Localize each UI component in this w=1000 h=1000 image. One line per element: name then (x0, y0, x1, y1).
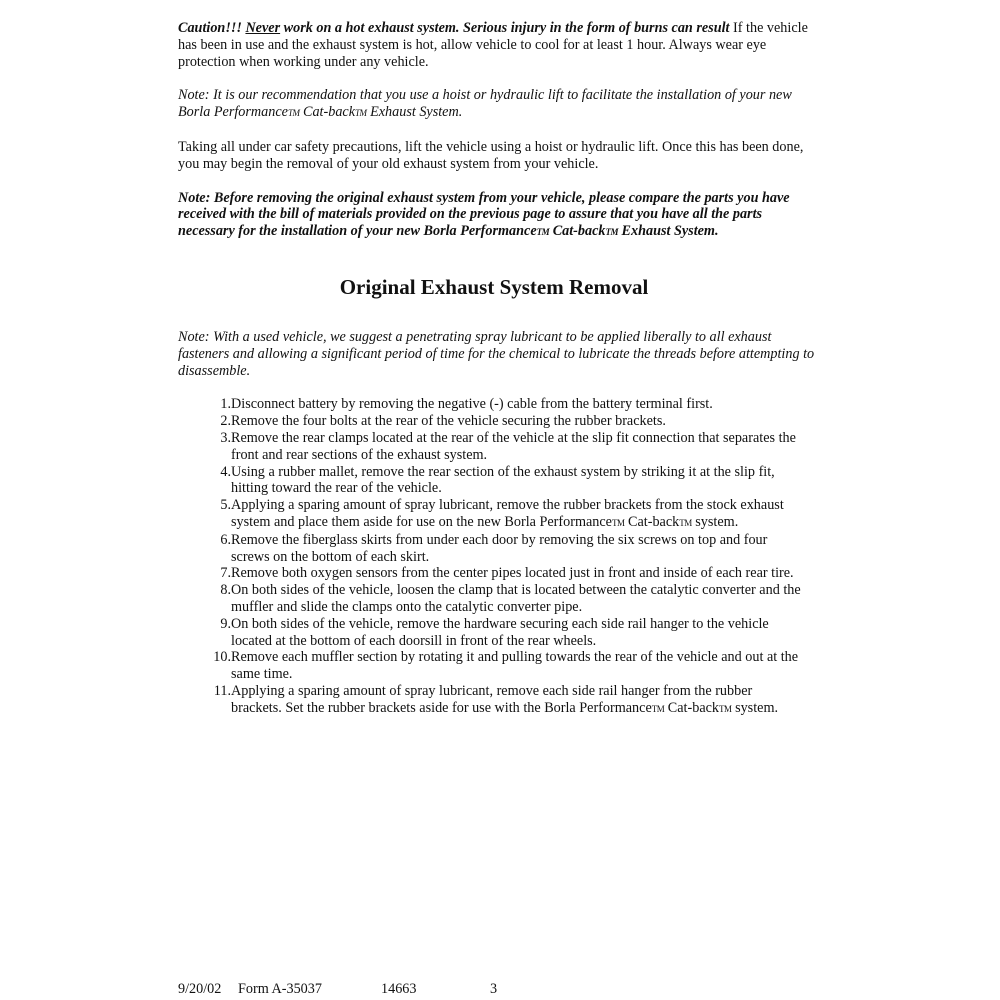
note-parts-text-b: Cat-back (549, 223, 606, 240)
list-item (178, 497, 818, 532)
step-text: On both sides of the vehicle, loosen the clamp that is located between the catalytic converter and the muffler and slide the clamps onto the catalytic converter pipe. (231, 582, 801, 615)
trademark-mark: TM (651, 703, 665, 714)
caution-lead: Caution!!! (178, 20, 246, 36)
step-number: 4. (220, 463, 231, 480)
step-text-c: system. (691, 513, 739, 530)
note-lift-text-b: Cat-back (299, 104, 356, 121)
step-text-a: Applying a sparing amount of spray lubricant, remove each side rail hanger from the rubber brackets. Set the rubber brackets aside for use with the Borla Performance (231, 682, 753, 716)
note-lubricant: Note: With a used vehicle, we suggest a penetrating spray lubricant to be applied liberally to all exhaust fasteners and allowing a significant period of time for the chemical to lubricate the threads before attempting to disassemble. (178, 328, 815, 379)
step-text-b: Cat-back (624, 513, 680, 530)
list-item (178, 616, 818, 650)
note-parts-text-a: Note: Before removing the original exhaust system from your vehicle, please compare the parts you have received with the bill of materials provided on the previous page to assure that you have all the parts necessary for the installation of your new Borla Performance (178, 189, 790, 240)
step-text: Remove the four bolts at the rear of the vehicle securing the rubber brackets. (231, 413, 666, 430)
list-item (178, 582, 818, 616)
trademark-mark: TM (611, 517, 625, 528)
step-number: 9. (220, 615, 231, 632)
step-text-b: Cat-back (664, 699, 720, 716)
step-number: 11. (213, 682, 231, 699)
step-text: Remove the fiberglass skirts from under each door by removing the six screws on top and four screws on the bottom of each skirt. (231, 531, 768, 565)
list-item (178, 565, 818, 582)
document-page (178, 20, 818, 718)
step-number: 5. (220, 497, 231, 514)
trademark-mark: TM (679, 517, 692, 528)
trademark-mark: TM (536, 227, 550, 238)
step-number: 8. (220, 582, 231, 599)
trademark-mark: TM (605, 227, 618, 238)
section-heading: Original Exhaust System Removal (339, 274, 649, 299)
step-number: 2. (220, 413, 231, 430)
trademark-mark: TM (287, 108, 300, 119)
step-number: 10. (213, 649, 231, 666)
note-lift-text-a: Note: It is our recommendation that you use a hoist or hydraulic lift to facilitate the installation of your new Borla Performance (178, 87, 792, 121)
step-number: 1. (220, 396, 231, 413)
step-text-c: system. (731, 699, 779, 716)
footer-code: 14663 (381, 981, 417, 997)
step-text: Remove both oxygen sensors from the center pipes located just in front and inside of each rear tire. (231, 565, 794, 582)
list-item (178, 683, 818, 718)
step-number: 6. (220, 531, 231, 548)
note-parts-text-c: Exhaust System. (618, 223, 719, 240)
trademark-mark: TM (719, 703, 732, 714)
step-text: Using a rubber mallet, remove the rear section of the exhaust system by striking it at the slip fit, hitting toward the rear of the vehicle. (231, 463, 775, 497)
caution-never: Never (245, 20, 281, 36)
trademark-mark: TM (355, 108, 367, 119)
footer-date: 9/20/02 (178, 981, 222, 997)
step-text: Remove each muffler section by rotating it and pulling towards the rear of the vehicle and out at the same time. (231, 649, 799, 683)
step-text (231, 683, 806, 718)
caution-rest: If the vehicle has been in use and the exhaust system is hot, allow vehicle to cool for at least 1 hour. Always wear eye protection when working under any vehicle. (178, 20, 808, 70)
list-item (178, 649, 818, 683)
step-text: Disconnect battery by removing the negative (-) cable from the battery terminal first. (231, 396, 713, 413)
list-item (178, 396, 818, 413)
list-item (178, 413, 818, 430)
note-parts (178, 190, 818, 241)
step-text: Remove the rear clamps located at the rear of the vehicle at the slip fit connection that separates the front and rear sections of the exhaust system. (231, 429, 796, 463)
step-text-a: Applying a sparing amount of spray lubricant, remove the rubber brackets from the stock exhaust system and place them aside for use on the new Borla Performance (231, 497, 784, 530)
step-text: On both sides of the vehicle, remove the hardware securing each side rail hanger to the vehicle located at the bottom of each doorsill in front of the rear wheels. (231, 615, 769, 649)
footer-page-number: 3 (490, 981, 498, 997)
list-item (178, 532, 818, 566)
caution-paragraph (178, 20, 818, 70)
removal-steps-list (178, 396, 818, 717)
step-text (231, 497, 806, 532)
list-item (178, 430, 818, 464)
step-number: 3. (220, 429, 231, 446)
step-number: 7. (220, 565, 231, 582)
footer-form-number: Form A-35037 (238, 981, 322, 997)
note-lift (178, 87, 818, 122)
list-item (178, 464, 818, 498)
safety-paragraph: Taking all under car safety precautions, lift the vehicle using a hoist or hydraulic lift. Once this has been done, you may begin the removal of your old exhaust system from your vehicle. (178, 138, 804, 172)
note-lift-text-c: Exhaust System. (366, 104, 463, 121)
caution-emphasis: work on a hot exhaust system. Serious injury in the form of burns can result (280, 20, 730, 36)
